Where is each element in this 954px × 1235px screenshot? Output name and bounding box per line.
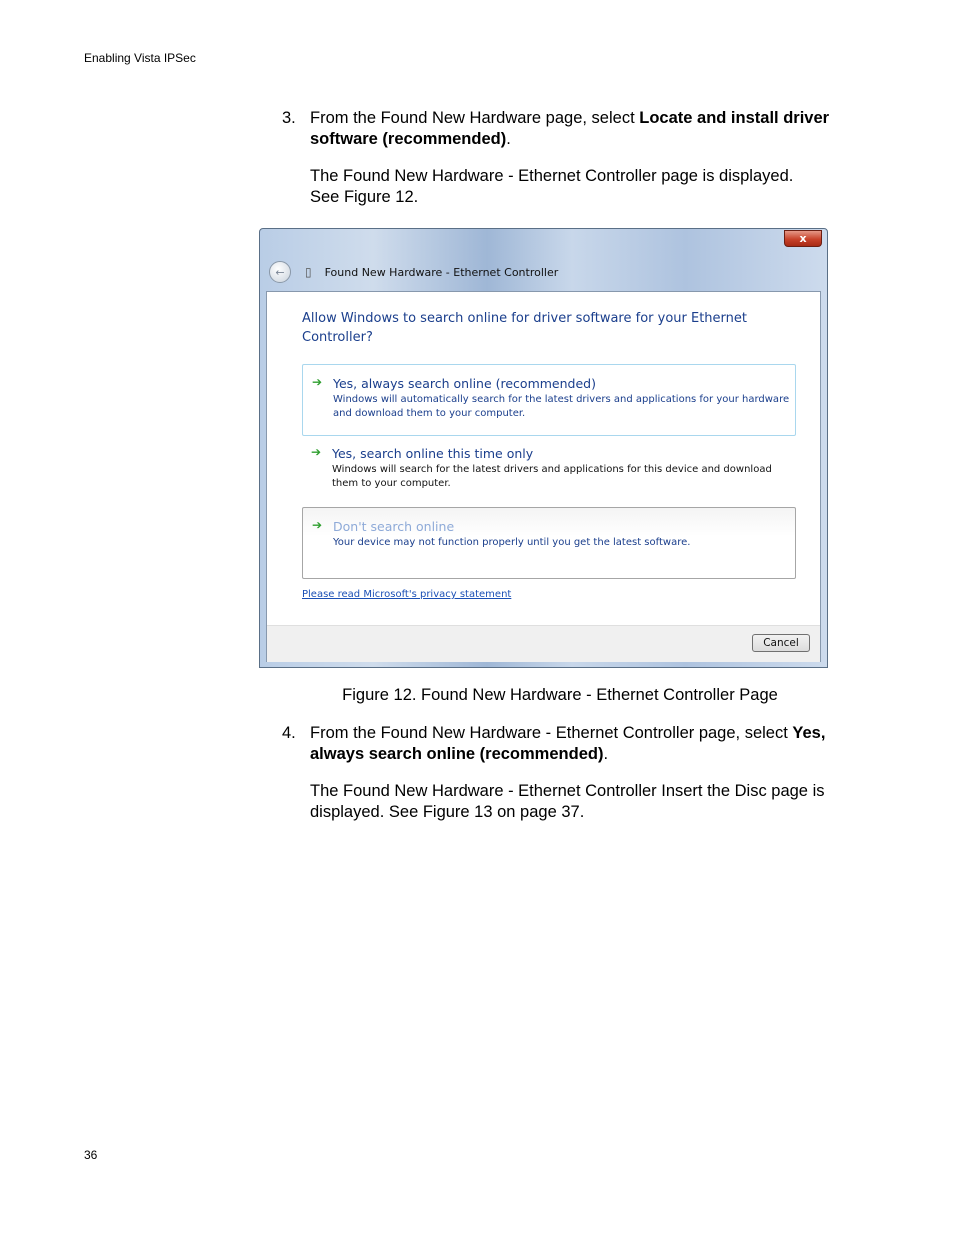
dialog-title: Found New Hardware - Ethernet Controller — [324, 265, 559, 279]
option-search-online-once[interactable] — [302, 435, 796, 507]
dialog-question: Allow Windows to search online for driver software for your Ethernet Controller? — [302, 311, 747, 345]
step-4 — [282, 723, 842, 823]
option-description: Windows will automatically search for the latest drivers and applications for your hardware and download them to your computer. — [333, 394, 790, 419]
option-always-search-online[interactable] — [302, 364, 796, 436]
page-number: 36 — [84, 1148, 98, 1162]
step-number: 3. — [282, 109, 296, 127]
figure-caption: Figure 12. Found New Hardware - Ethernet Controller Page — [342, 686, 778, 704]
step-instruction — [310, 723, 842, 765]
step-body — [310, 108, 842, 208]
running-header: Enabling Vista IPSec — [84, 51, 196, 65]
instruction-option: Yes, always search online (recommended) — [310, 724, 826, 763]
instruction-punct: . — [506, 130, 511, 148]
step-result — [310, 781, 842, 823]
cancel-button[interactable]: Cancel — [752, 634, 810, 652]
result-line: The Found New Hardware - Ethernet Controller page is displayed. — [310, 167, 794, 185]
back-arrow-icon[interactable]: ← — [269, 261, 291, 283]
hardware-device-icon: ▯ — [305, 265, 312, 279]
option-dont-search-online[interactable] — [302, 507, 796, 579]
green-arrow-icon: ➔ — [311, 445, 322, 459]
step-number: 4. — [282, 724, 296, 742]
step-result — [310, 166, 842, 208]
option-description: Windows will search for the latest drivers and applications for this device and download them to your computer. — [332, 464, 772, 489]
option-title: Don't search online — [333, 519, 455, 534]
found-new-hardware-dialog — [259, 228, 828, 668]
instruction-punct: . — [603, 745, 609, 763]
dialog-content — [266, 291, 821, 662]
result-line: See Figure 12. — [310, 188, 419, 206]
option-description: Your device may not function properly until you get the latest software. — [333, 537, 691, 548]
result-line: The Found New Hardware - Ethernet Controller Insert the Disc page is — [310, 782, 825, 800]
instruction-text: From the Found New Hardware page, select — [310, 109, 640, 127]
step-instruction — [310, 108, 842, 150]
step-body — [310, 723, 842, 823]
dialog-titlebar — [266, 257, 821, 287]
green-arrow-icon: ➔ — [312, 518, 323, 532]
instruction-text: From the Found New Hardware - Ethernet Controller page, select — [310, 724, 793, 742]
close-button[interactable]: x — [784, 230, 822, 247]
privacy-statement-link[interactable]: Please read Microsoft's privacy statement — [302, 589, 512, 600]
step-3 — [282, 108, 842, 208]
option-title: Yes, always search online (recommended) — [333, 376, 596, 391]
option-title: Yes, search online this time only — [332, 446, 534, 461]
green-arrow-icon: ➔ — [312, 375, 323, 389]
result-line: displayed. See Figure 13 on page 37. — [310, 803, 585, 821]
dialog-footer — [267, 625, 820, 662]
instruction-option: Locate and install driver software (recommended) — [310, 109, 830, 148]
